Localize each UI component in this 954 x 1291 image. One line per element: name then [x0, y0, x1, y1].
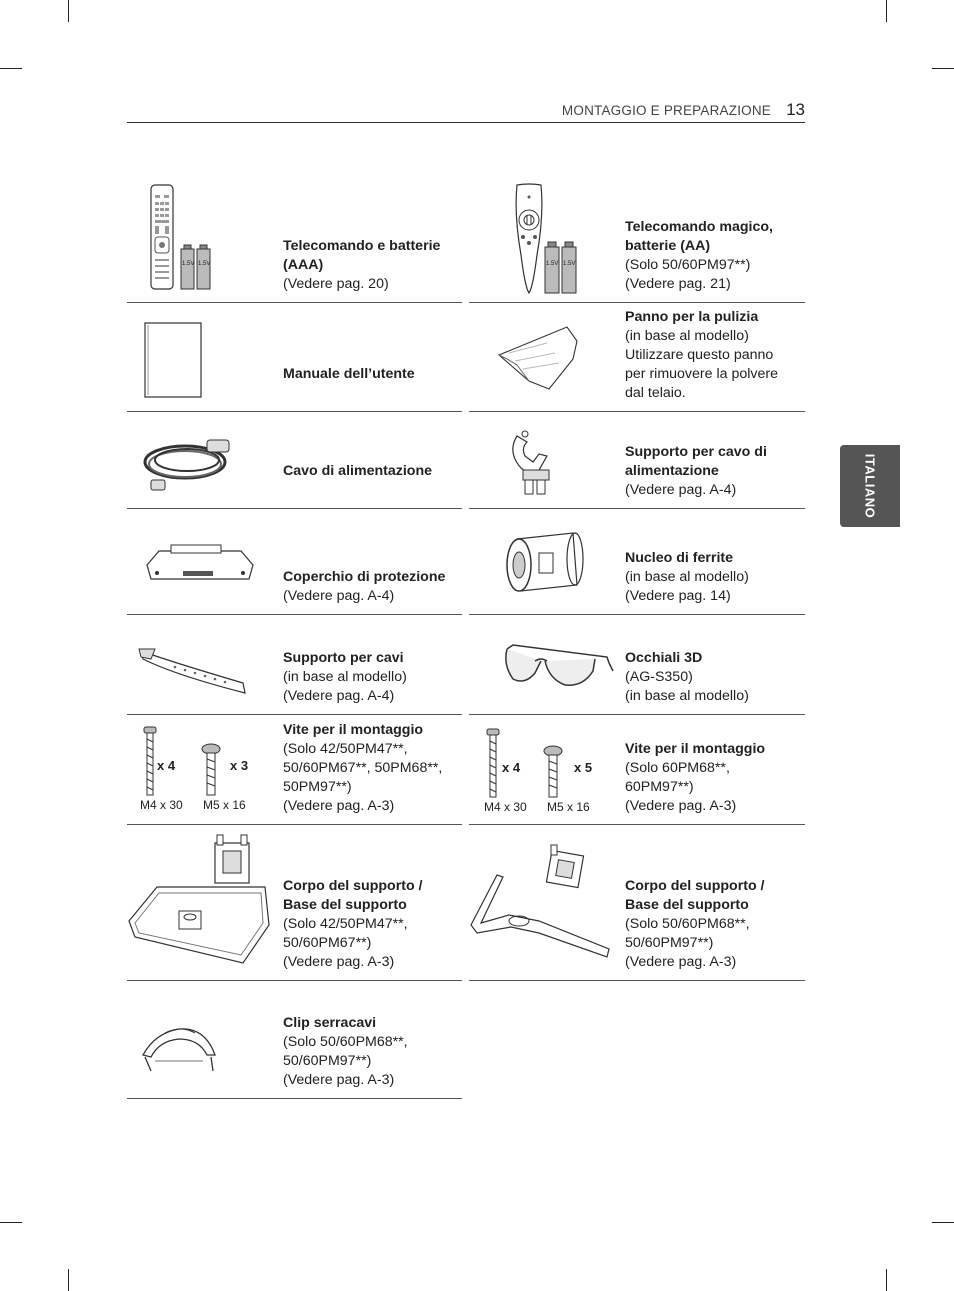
- item-remote-batteries: [127, 175, 462, 303]
- item-title: Nucleo di ferrite: [625, 550, 734, 566]
- stand-base-icon: [127, 825, 277, 980]
- item-detail: (Vedere pag. 20): [283, 276, 389, 292]
- item-title: alimentazione: [625, 463, 719, 479]
- screws-icon: [469, 715, 619, 824]
- item-title: Occhiali 3D: [625, 650, 703, 666]
- ferrite-core-icon: [477, 509, 622, 614]
- item-protection-cover: [127, 509, 462, 615]
- cable-strap-icon: [135, 615, 280, 714]
- item-detail: (Solo 50/60PM68**,: [283, 1034, 408, 1050]
- item-user-manual: [127, 303, 462, 412]
- crop-mark: [886, 1269, 887, 1291]
- page-header: [127, 100, 805, 123]
- remote-control-icon: [135, 175, 280, 302]
- item-detail: (Vedere pag. A-3): [625, 798, 737, 814]
- item-detail: 50PM97**): [283, 779, 352, 795]
- cable-holder-icon: [477, 412, 622, 508]
- item-mounting-screws: [127, 715, 462, 825]
- item-3d-glasses: [469, 615, 805, 715]
- crop-mark: [932, 1222, 954, 1223]
- screw-a-qty: x 4: [502, 760, 521, 775]
- item-title: Telecomando magico,: [625, 219, 773, 235]
- screws-icon: [127, 715, 277, 824]
- cleaning-cloth-icon: [477, 303, 622, 411]
- item-detail: (Solo 42/50PM47**,: [283, 741, 408, 757]
- item-ferrite-core: [469, 509, 805, 615]
- screw-b-size: M5 x 16: [203, 798, 246, 812]
- item-title: Base del supporto: [625, 897, 749, 913]
- item-title: Supporto per cavo di: [625, 444, 767, 460]
- stand-base-icon: [469, 825, 619, 980]
- item-title: (AAA): [283, 257, 324, 273]
- crop-mark: [932, 68, 954, 69]
- item-detail: (Solo 60PM68**, 60PM97**): [625, 760, 730, 795]
- item-stand-body-base-2: [469, 825, 805, 981]
- item-detail: 50/60PM67**, 50PM68**,: [283, 760, 443, 776]
- item-title: Vite per il montaggio: [283, 722, 424, 738]
- item-detail: (Vedere pag. 21): [625, 276, 731, 292]
- manual-icon: [135, 303, 280, 411]
- language-tab-label: ITALIANO: [862, 453, 878, 519]
- page-number: 13: [786, 100, 805, 119]
- item-detail: per rimuovere la polvere: [625, 366, 778, 382]
- item-mounting-screws-large: [469, 715, 805, 825]
- screw-a-size: M4 x 30: [140, 798, 183, 812]
- crop-mark: [886, 0, 887, 22]
- language-tab: [840, 445, 900, 527]
- item-title: Corpo del supporto /: [625, 878, 765, 894]
- item-detail: 50/60PM97**): [625, 935, 714, 951]
- item-detail: (in base al modello): [283, 669, 407, 685]
- item-detail: (Vedere pag. A-4): [625, 482, 737, 498]
- item-detail: 50/60PM67**): [283, 935, 372, 951]
- item-cable-clip: [127, 981, 462, 1099]
- item-detail: dal telaio.: [625, 385, 686, 401]
- item-detail: (Vedere pag. A-4): [283, 588, 395, 604]
- item-magic-remote: [469, 175, 805, 303]
- item-title: Base del supporto: [283, 897, 407, 913]
- item-stand-body-base: [127, 825, 462, 981]
- item-detail: (in base al modello): [625, 688, 749, 704]
- svg-text:1.5V: 1.5V: [198, 261, 211, 267]
- crop-mark: [68, 0, 69, 22]
- item-title: Telecomando e batterie: [283, 238, 441, 254]
- item-detail: (Solo 50/60PM68**,: [625, 916, 750, 932]
- item-cable-strap: [127, 615, 462, 715]
- item-detail: (Vedere pag. A-3): [625, 954, 737, 970]
- item-detail: (Vedere pag. A-3): [283, 1072, 395, 1088]
- item-detail: (Vedere pag. A-3): [283, 954, 395, 970]
- item-cleaning-cloth: [469, 303, 805, 412]
- svg-text:1.5V: 1.5V: [563, 261, 576, 267]
- item-detail: (Vedere pag. A-3): [283, 798, 395, 814]
- protection-cover-icon: [135, 509, 280, 614]
- crop-mark: [0, 1222, 22, 1223]
- cable-clip-icon: [135, 981, 280, 1098]
- item-detail: Utilizzare questo panno: [625, 347, 774, 363]
- item-title: Vite per il montaggio: [625, 741, 766, 757]
- item-title: Panno per la pulizia: [625, 309, 759, 325]
- item-detail: (AG-S350): [625, 669, 693, 685]
- magic-remote-icon: [477, 175, 622, 302]
- svg-text:1.5V: 1.5V: [546, 261, 559, 267]
- screw-b-size: M5 x 16: [547, 800, 590, 814]
- item-title: Cavo di alimentazione: [283, 463, 433, 479]
- power-cable-icon: [135, 412, 280, 508]
- item-detail: (Vedere pag. 14): [625, 588, 731, 604]
- screw-b-qty: x 5: [574, 760, 593, 775]
- item-title: Manuale dell’utente: [283, 366, 415, 382]
- item-power-cable-holder: [469, 412, 805, 509]
- item-detail: (in base al modello): [625, 569, 749, 585]
- screw-a-qty: x 4: [157, 758, 176, 773]
- item-detail: (Solo 50/60PM97**): [625, 257, 751, 273]
- svg-text:1.5V: 1.5V: [182, 261, 195, 267]
- item-title: batterie (AA): [625, 238, 711, 254]
- item-detail: (Vedere pag. A-4): [283, 688, 395, 704]
- crop-mark: [0, 68, 22, 69]
- item-title: Corpo del supporto /: [283, 878, 423, 894]
- item-detail: 50/60PM97**): [283, 1053, 372, 1069]
- item-title: Coperchio di protezione: [283, 569, 446, 585]
- screw-b-qty: x 3: [230, 758, 249, 773]
- item-power-cable: [127, 412, 462, 509]
- item-title: Clip serracavi: [283, 1015, 377, 1031]
- item-title: Supporto per cavi: [283, 650, 404, 666]
- 3d-glasses-icon: [477, 615, 622, 714]
- crop-mark: [68, 1269, 69, 1291]
- section-title: MONTAGGIO E PREPARAZIONE: [561, 103, 771, 118]
- item-detail: (in base al modello): [625, 328, 749, 344]
- screw-a-size: M4 x 30: [484, 800, 527, 814]
- item-detail: (Solo 42/50PM47**,: [283, 916, 408, 932]
